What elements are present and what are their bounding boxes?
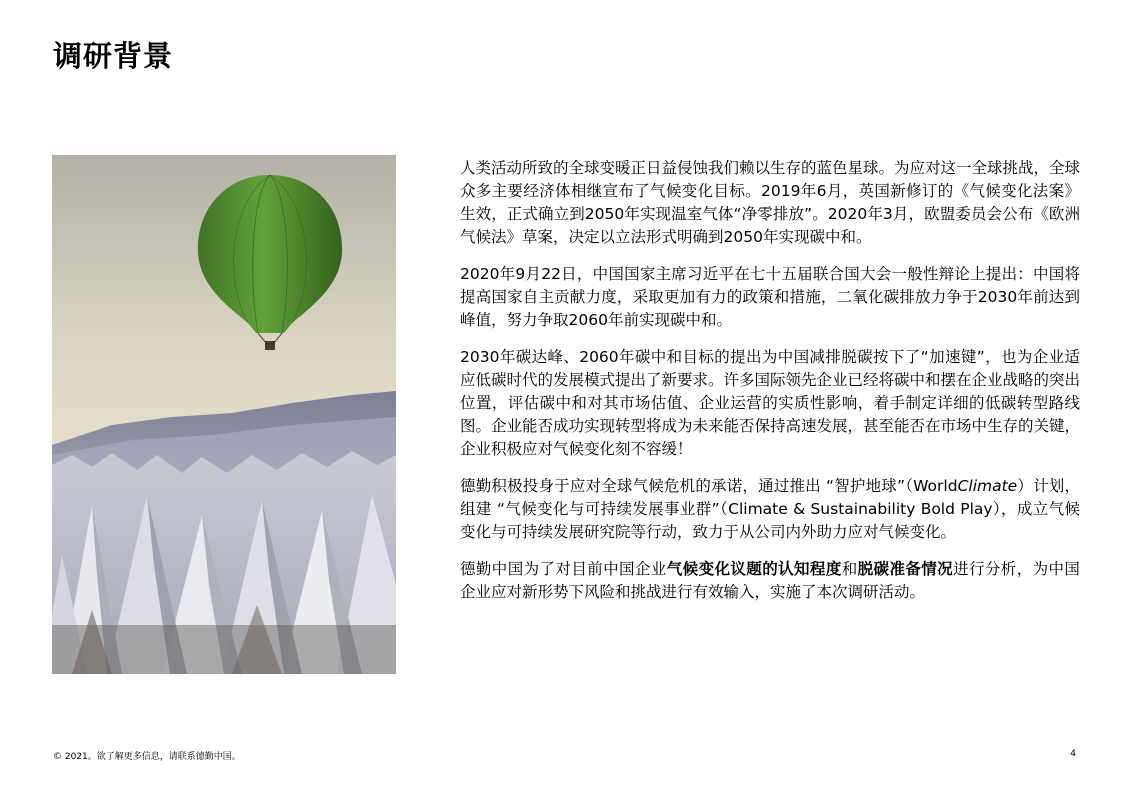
paragraph-4-text-b: ）计划，组建 “气候变化与可持续发展事业群”（Climate & Sustainability Bold Play），成立气候变化与可持续发展研究院等行动，致力于从公司内外助力应对气候变化。 xyxy=(460,477,1080,541)
paragraph-4 xyxy=(460,475,1080,544)
hero-photo xyxy=(52,155,396,674)
paragraph-5-text-b: 和 xyxy=(841,560,858,578)
paragraph-5 xyxy=(460,558,1080,604)
paragraph-3: 2030年碳达峰、2060年碳中和目标的提出为中国减排脱碳按下了“加速键”，也为企业适应低碳时代的发展模式提出了新要求。许多国际领先企业已经将碳中和摆在企业战略的突出位置，评估碳中和对其市场估值、企业运营的实质性影响，着手制定详细的低碳转型路线图。企业能否成功实现转型将成为未来能否保持高速发展，甚至能否在市场中生存的关键，企业积极应对气候变化刻不容缓！ xyxy=(460,348,1081,458)
hot-air-balloon-image xyxy=(52,155,396,674)
body-text xyxy=(460,157,1080,618)
paragraph-5-bold-1: 气候变化议题的认知程度 xyxy=(666,560,842,578)
paragraph-5-bold-2: 脱碳准备情况 xyxy=(857,560,954,578)
page-number: 4 xyxy=(1070,749,1076,759)
paragraph-4-italic: Climate xyxy=(957,477,1018,495)
paragraph-1: 人类活动所致的全球变暖正日益侵蚀我们赖以生存的蓝色星球。为应对这一全球挑战，全球众多主要经济体相继宣布了气候变化目标。2019年6月，英国新修订的《气候变化法案》生效，正式确立到2050年实现温室气体“净零排放”。2020年3月，欧盟委员会公布《欧洲气候法》草案，决定以立法形式明确到2050年实现碳中和。 xyxy=(460,159,1081,246)
paragraph-5-text-a: 德勤中国为了对目前中国企业 xyxy=(460,560,667,578)
paragraph-2: 2020年9月22日，中国国家主席习近平在七十五届联合国大会一般性辩论上提出：中国将提高国家自主贡献力度，采取更加有力的政策和措施，二氧化碳排放力争于2030年前达到峰值，努力争取2060年前实现碳中和。 xyxy=(460,265,1080,329)
paragraph-5-text-c: 进行分析，为中国企业应对新形势下风险和挑战进行有效输入，实施了本次调研活动。 xyxy=(460,560,1080,601)
page-title: 调研背景 xyxy=(53,39,174,73)
footer-copyright: © 2021。欲了解更多信息，请联系德勤中国。 xyxy=(53,752,241,762)
paragraph-4-text-a: 德勤积极投身于应对全球气候危机的承诺，通过推出 “智护地球”（World xyxy=(460,477,958,495)
